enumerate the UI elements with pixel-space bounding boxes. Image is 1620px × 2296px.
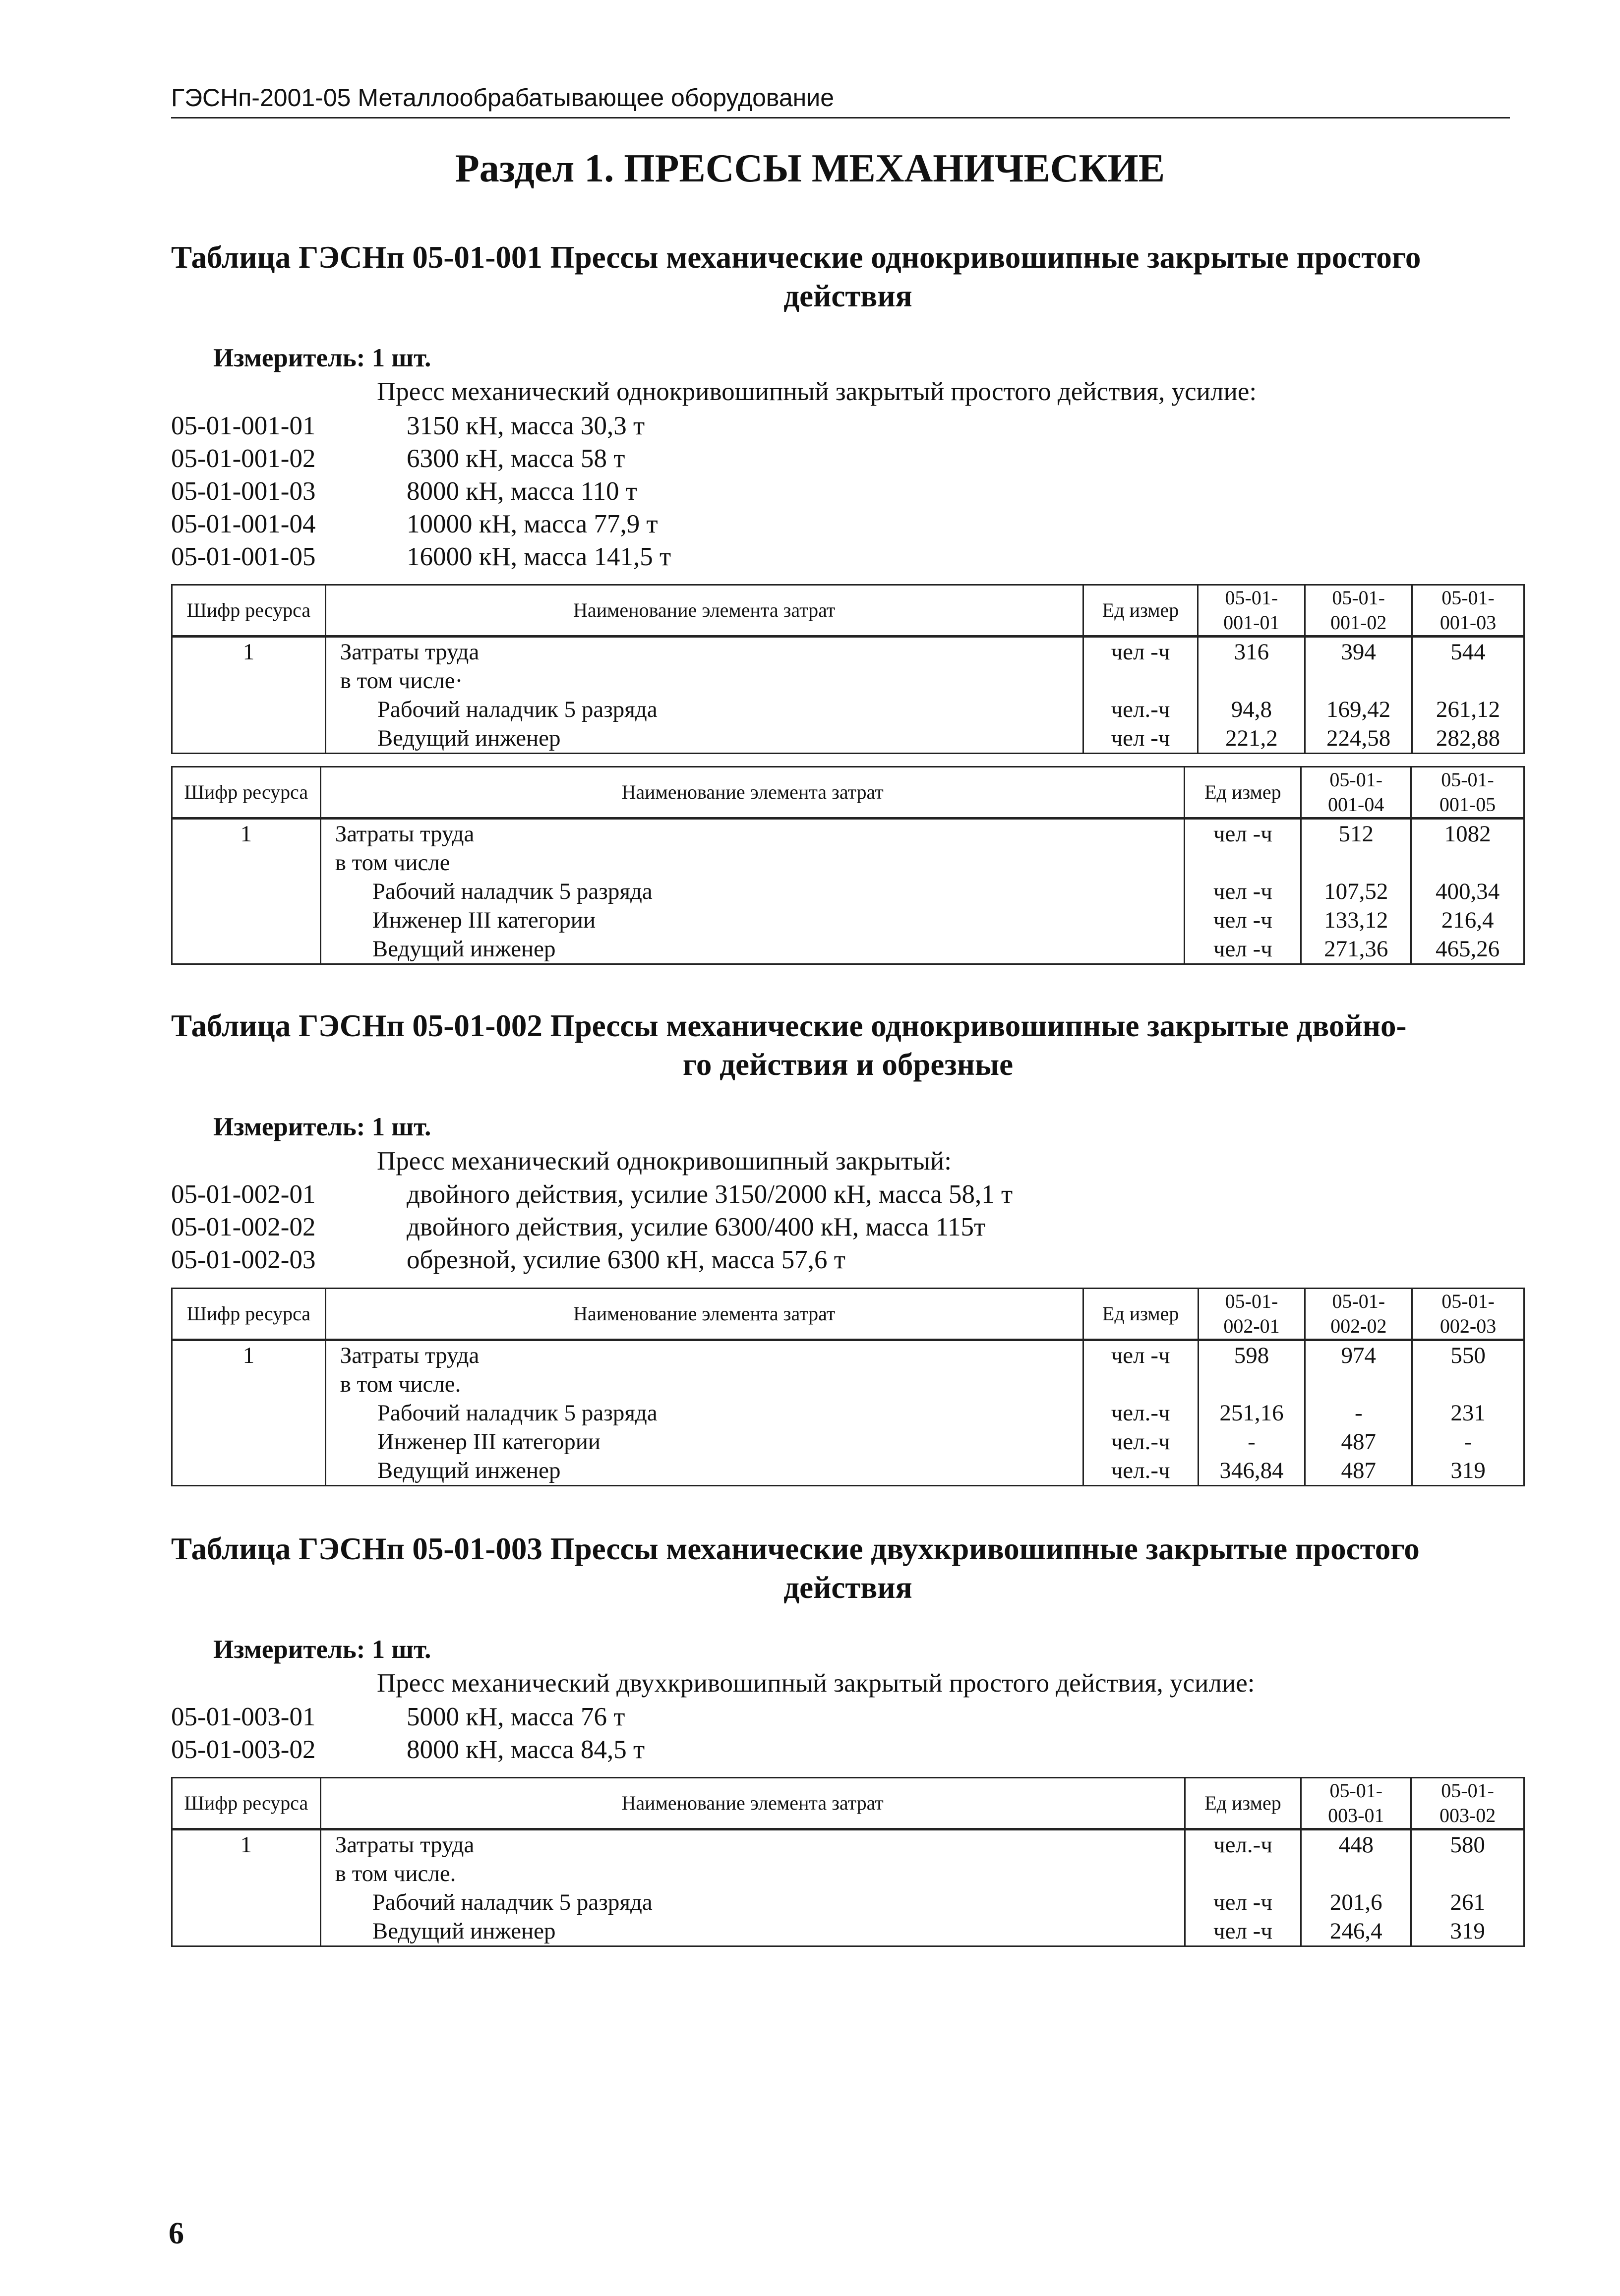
table-title-05-01-002 bbox=[171, 1006, 1525, 1084]
code: 05-01-001-04 bbox=[171, 510, 316, 538]
name-cell bbox=[325, 1340, 1083, 1486]
value: 319 bbox=[1450, 1918, 1485, 1944]
name-cell bbox=[320, 819, 1185, 964]
value-cell bbox=[1412, 637, 1524, 754]
value-cell bbox=[1301, 1829, 1411, 1946]
code-row bbox=[171, 475, 671, 508]
row-unit: чел -ч bbox=[1213, 879, 1272, 904]
value: 133,12 bbox=[1324, 907, 1388, 933]
value: 216,4 bbox=[1441, 907, 1494, 933]
value-cell bbox=[1411, 1829, 1524, 1946]
header-col-line: 05-01- bbox=[1225, 1290, 1278, 1312]
meter-value: 1 шт. bbox=[371, 344, 431, 372]
code: 05-01-002-03 bbox=[171, 1245, 316, 1274]
header-col-line: 05-01- bbox=[1329, 768, 1383, 791]
page-number: 6 bbox=[169, 2217, 184, 2250]
row-unit: чел.-ч bbox=[1111, 1429, 1170, 1455]
value: 400,34 bbox=[1435, 879, 1500, 904]
table-title-line: действия bbox=[783, 1570, 912, 1605]
value: 316 bbox=[1234, 639, 1269, 665]
value-cell bbox=[1301, 819, 1411, 964]
meter-line bbox=[213, 1635, 431, 1664]
value: 201,6 bbox=[1329, 1889, 1382, 1915]
meter-label: Измеритель: bbox=[213, 1113, 365, 1141]
row-name: Рабочий наладчик 5 разряда bbox=[377, 1400, 658, 1426]
value: 319 bbox=[1450, 1458, 1486, 1483]
code: 05-01-002-01 bbox=[171, 1180, 316, 1209]
resource-table-05-01-003 bbox=[171, 1777, 1525, 1947]
table-row bbox=[172, 819, 1524, 964]
header-col-line: 001-05 bbox=[1439, 793, 1496, 816]
code-list bbox=[171, 410, 671, 573]
code-text: 16000 кН, масса 141,5 т bbox=[407, 542, 671, 571]
code-text: двойного действия, усилие 6300/400 кН, масса 115т bbox=[407, 1213, 986, 1241]
unit-cell bbox=[1185, 1829, 1301, 1946]
value: 448 bbox=[1338, 1832, 1374, 1858]
code: 05-01-001-05 bbox=[171, 542, 316, 571]
value: 94,8 bbox=[1231, 697, 1272, 722]
row-name: Ведущий инженер bbox=[377, 725, 561, 751]
header-unit: Ед измер bbox=[1083, 585, 1198, 637]
row-name: в том числе bbox=[335, 850, 450, 876]
code: 05-01-001-02 bbox=[171, 444, 316, 473]
row-name: в том числе. bbox=[335, 1861, 456, 1886]
row-unit: чел.-ч bbox=[1111, 1400, 1170, 1426]
header-col-line: 002-03 bbox=[1440, 1315, 1497, 1337]
header-col-line: 001-02 bbox=[1330, 611, 1387, 634]
resource-table-05-01-002 bbox=[171, 1288, 1525, 1486]
code-row bbox=[171, 1733, 645, 1766]
header-col bbox=[1412, 1289, 1524, 1340]
value: - bbox=[1354, 1400, 1363, 1426]
header-name: Наименование элемента затрат bbox=[320, 1778, 1185, 1829]
table-title-line: действия bbox=[783, 279, 912, 313]
header-col-line: 003-02 bbox=[1439, 1804, 1496, 1826]
row-name: в том числе. bbox=[340, 1371, 461, 1397]
header-col-line: 05-01- bbox=[1441, 1779, 1494, 1802]
value: 271,36 bbox=[1324, 936, 1388, 962]
code: 05-01-001-03 bbox=[171, 477, 316, 506]
value: 346,84 bbox=[1219, 1458, 1284, 1483]
row-unit: чел.-ч bbox=[1213, 1832, 1272, 1858]
row-unit: чел -ч bbox=[1213, 907, 1272, 933]
value: 231 bbox=[1450, 1400, 1486, 1426]
section-title: Раздел 1. ПРЕССЫ МЕХАНИЧЕСКИЕ bbox=[455, 147, 1165, 190]
res-code-cell: 1 bbox=[172, 1829, 321, 1946]
header-col bbox=[1411, 767, 1524, 819]
header-col bbox=[1301, 767, 1411, 819]
table-title-line: Таблица ГЭСНп 05-01-003 Прессы механические двухкривошипные закрытые простого bbox=[171, 1531, 1420, 1566]
code-row bbox=[171, 1211, 1013, 1243]
value bbox=[1199, 1370, 1305, 1399]
value: 487 bbox=[1341, 1429, 1377, 1455]
code-list bbox=[171, 1701, 645, 1766]
header-col-line: 05-01- bbox=[1332, 587, 1385, 609]
header-col-line: 002-02 bbox=[1330, 1315, 1387, 1337]
header-col-line: 002-01 bbox=[1223, 1315, 1280, 1337]
value: 251,16 bbox=[1219, 1400, 1284, 1426]
row-unit bbox=[1186, 1859, 1301, 1888]
value: 261 bbox=[1450, 1889, 1485, 1915]
meter-label: Измеритель: bbox=[213, 1635, 365, 1664]
value: 512 bbox=[1338, 821, 1374, 847]
resource-table-05-01-001-b bbox=[171, 766, 1525, 965]
value-cell bbox=[1198, 1340, 1305, 1486]
code-text: 3150 кН, масса 30,3 т bbox=[407, 412, 645, 440]
row-unit bbox=[1084, 666, 1198, 695]
meter-line bbox=[213, 343, 431, 373]
header-col-line: 05-01- bbox=[1225, 587, 1278, 609]
header-col bbox=[1301, 1778, 1411, 1829]
header-unit: Ед измер bbox=[1185, 1778, 1301, 1829]
code-row bbox=[171, 1243, 1013, 1276]
header-col-line: 001-01 bbox=[1223, 611, 1280, 634]
value: 169,42 bbox=[1326, 697, 1391, 722]
value: 544 bbox=[1450, 639, 1486, 665]
header-col bbox=[1412, 585, 1524, 637]
value bbox=[1199, 666, 1304, 695]
row-name: в том числе· bbox=[340, 668, 463, 694]
code-row bbox=[171, 1178, 1013, 1211]
value: 282,88 bbox=[1436, 725, 1500, 751]
value bbox=[1302, 1859, 1410, 1888]
code-text: 5000 кН, масса 76 т bbox=[407, 1703, 625, 1731]
row-name: Затраты труда bbox=[335, 1832, 475, 1858]
meter-value: 1 шт. bbox=[371, 1635, 431, 1664]
table-row bbox=[172, 637, 1524, 754]
unit-cell bbox=[1185, 819, 1301, 964]
row-name: Рабочий наладчик 5 разряда bbox=[372, 1889, 653, 1915]
header-col-line: 05-01- bbox=[1441, 587, 1495, 609]
item-description: Пресс механический однокривошипный закрытый простого действия, усилие: bbox=[377, 377, 1257, 406]
name-cell bbox=[320, 1829, 1185, 1946]
code-text: 10000 кН, масса 77,9 т bbox=[407, 510, 658, 538]
res-code-cell: 1 bbox=[172, 819, 321, 964]
header-unit: Ед измер bbox=[1185, 767, 1301, 819]
res-code-cell: 1 bbox=[172, 1340, 326, 1486]
value bbox=[1306, 1370, 1411, 1399]
value: - bbox=[1464, 1429, 1472, 1455]
value: 598 bbox=[1234, 1343, 1269, 1368]
code-row bbox=[171, 508, 671, 540]
table-title-line: Таблица ГЭСНп 05-01-001 Прессы механические однокривошипные закрытые простого bbox=[171, 240, 1421, 275]
value: 487 bbox=[1341, 1458, 1377, 1483]
header-unit: Ед измер bbox=[1083, 1289, 1198, 1340]
table-row bbox=[172, 1340, 1524, 1486]
value: 107,52 bbox=[1324, 879, 1388, 904]
table-title-05-01-001 bbox=[171, 238, 1525, 315]
value: 224,58 bbox=[1326, 725, 1391, 751]
row-unit: чел -ч bbox=[1213, 936, 1272, 962]
code-row bbox=[171, 410, 671, 442]
code-row bbox=[171, 1701, 645, 1733]
table-title-line: Таблица ГЭСНп 05-01-002 Прессы механические однокривошипные закрытые двойно- bbox=[171, 1008, 1407, 1043]
header-col-line: 05-01- bbox=[1332, 1290, 1385, 1312]
row-unit bbox=[1185, 848, 1300, 877]
header-name: Наименование элемента затрат bbox=[320, 767, 1185, 819]
code-row bbox=[171, 540, 671, 573]
header-res-code: Шифр ресурса bbox=[172, 767, 321, 819]
table-row bbox=[172, 1829, 1524, 1946]
row-name: Инженер III категории bbox=[372, 907, 596, 933]
row-unit bbox=[1084, 1370, 1198, 1399]
row-unit: чел -ч bbox=[1111, 1343, 1170, 1368]
running-head: ГЭСНп-2001-05 Металлообрабатывающее оборудование bbox=[171, 83, 1510, 118]
row-name: Затраты труда bbox=[335, 821, 475, 847]
item-description: Пресс механический однокривошипный закрытый: bbox=[377, 1147, 952, 1176]
code-text: 8000 кН, масса 84,5 т bbox=[407, 1735, 645, 1764]
name-cell bbox=[325, 637, 1083, 754]
value: 465,26 bbox=[1435, 936, 1500, 962]
value bbox=[1412, 848, 1523, 877]
header-col-line: 05-01- bbox=[1441, 768, 1494, 791]
value bbox=[1302, 848, 1410, 877]
value bbox=[1412, 1859, 1523, 1888]
code: 05-01-003-02 bbox=[171, 1735, 316, 1764]
value-cell bbox=[1305, 1340, 1412, 1486]
value-cell bbox=[1198, 637, 1305, 754]
row-name: Ведущий инженер bbox=[372, 936, 556, 962]
header-col-line: 003-01 bbox=[1328, 1804, 1384, 1826]
row-unit: чел -ч bbox=[1213, 821, 1272, 847]
row-unit: чел.-ч bbox=[1111, 697, 1170, 722]
row-name: Затраты труда bbox=[340, 639, 480, 665]
meter-value: 1 шт. bbox=[371, 1113, 431, 1141]
value-cell bbox=[1305, 637, 1412, 754]
value bbox=[1413, 1370, 1523, 1399]
code-text: обрезной, усилие 6300 кН, масса 57,6 т bbox=[407, 1245, 845, 1274]
row-name: Ведущий инженер bbox=[377, 1458, 561, 1483]
row-name: Инженер III категории bbox=[377, 1429, 601, 1455]
header-col bbox=[1305, 585, 1412, 637]
row-unit: чел -ч bbox=[1213, 1889, 1272, 1915]
code: 05-01-003-01 bbox=[171, 1703, 316, 1731]
code-row bbox=[171, 442, 671, 475]
unit-cell bbox=[1083, 1340, 1198, 1486]
value: 394 bbox=[1341, 639, 1376, 665]
code-list bbox=[171, 1178, 1013, 1276]
value-cell bbox=[1412, 1340, 1524, 1486]
value: 580 bbox=[1450, 1832, 1485, 1858]
code: 05-01-002-02 bbox=[171, 1213, 316, 1241]
table-title-05-01-003 bbox=[171, 1530, 1525, 1607]
header-col-line: 05-01- bbox=[1329, 1779, 1383, 1802]
meter-label: Измеритель: bbox=[213, 344, 365, 372]
unit-cell bbox=[1083, 637, 1198, 754]
header-col-line: 001-04 bbox=[1328, 793, 1384, 816]
header-col bbox=[1411, 1778, 1524, 1829]
header-col bbox=[1198, 1289, 1305, 1340]
value bbox=[1413, 666, 1523, 695]
header-res-code: Шифр ресурса bbox=[172, 1778, 321, 1829]
header-col bbox=[1198, 585, 1305, 637]
value: 221,2 bbox=[1225, 725, 1278, 751]
row-name: Затраты труда bbox=[340, 1343, 480, 1368]
resource-table-05-01-001-a bbox=[171, 584, 1525, 754]
row-name: Рабочий наладчик 5 разряда bbox=[377, 697, 658, 722]
value: 261,12 bbox=[1436, 697, 1500, 722]
res-code-cell: 1 bbox=[172, 637, 326, 754]
row-name: Рабочий наладчик 5 разряда bbox=[372, 879, 653, 904]
header-col-line: 05-01- bbox=[1441, 1290, 1495, 1312]
row-unit: чел -ч bbox=[1213, 1918, 1272, 1944]
row-name: Ведущий инженер bbox=[372, 1918, 556, 1944]
row-unit: чел -ч bbox=[1111, 725, 1170, 751]
row-unit: чел.-ч bbox=[1111, 1458, 1170, 1483]
header-name: Наименование элемента затрат bbox=[325, 1289, 1083, 1340]
code-text: двойного действия, усилие 3150/2000 кН, масса 58,1 т bbox=[407, 1180, 1013, 1209]
table-title-line: го действия и обрезные bbox=[682, 1047, 1014, 1082]
row-unit: чел -ч bbox=[1111, 639, 1170, 665]
meter-line bbox=[213, 1112, 431, 1142]
code: 05-01-001-01 bbox=[171, 412, 316, 440]
code-text: 8000 кН, масса 110 т bbox=[407, 477, 637, 506]
header-res-code: Шифр ресурса bbox=[172, 585, 326, 637]
header-col bbox=[1305, 1289, 1412, 1340]
value-cell bbox=[1411, 819, 1524, 964]
value: 974 bbox=[1341, 1343, 1377, 1368]
item-description: Пресс механический двухкривошипный закрытый простого действия, усилие: bbox=[377, 1669, 1255, 1698]
value bbox=[1306, 666, 1411, 695]
code-text: 6300 кН, масса 58 т bbox=[407, 444, 625, 473]
value: 246,4 bbox=[1329, 1918, 1382, 1944]
header-name: Наименование элемента затрат bbox=[325, 585, 1083, 637]
value: - bbox=[1248, 1429, 1256, 1455]
value: 1082 bbox=[1444, 821, 1491, 847]
header-res-code: Шифр ресурса bbox=[172, 1289, 326, 1340]
value: 550 bbox=[1450, 1343, 1486, 1368]
header-col-line: 001-03 bbox=[1440, 611, 1497, 634]
